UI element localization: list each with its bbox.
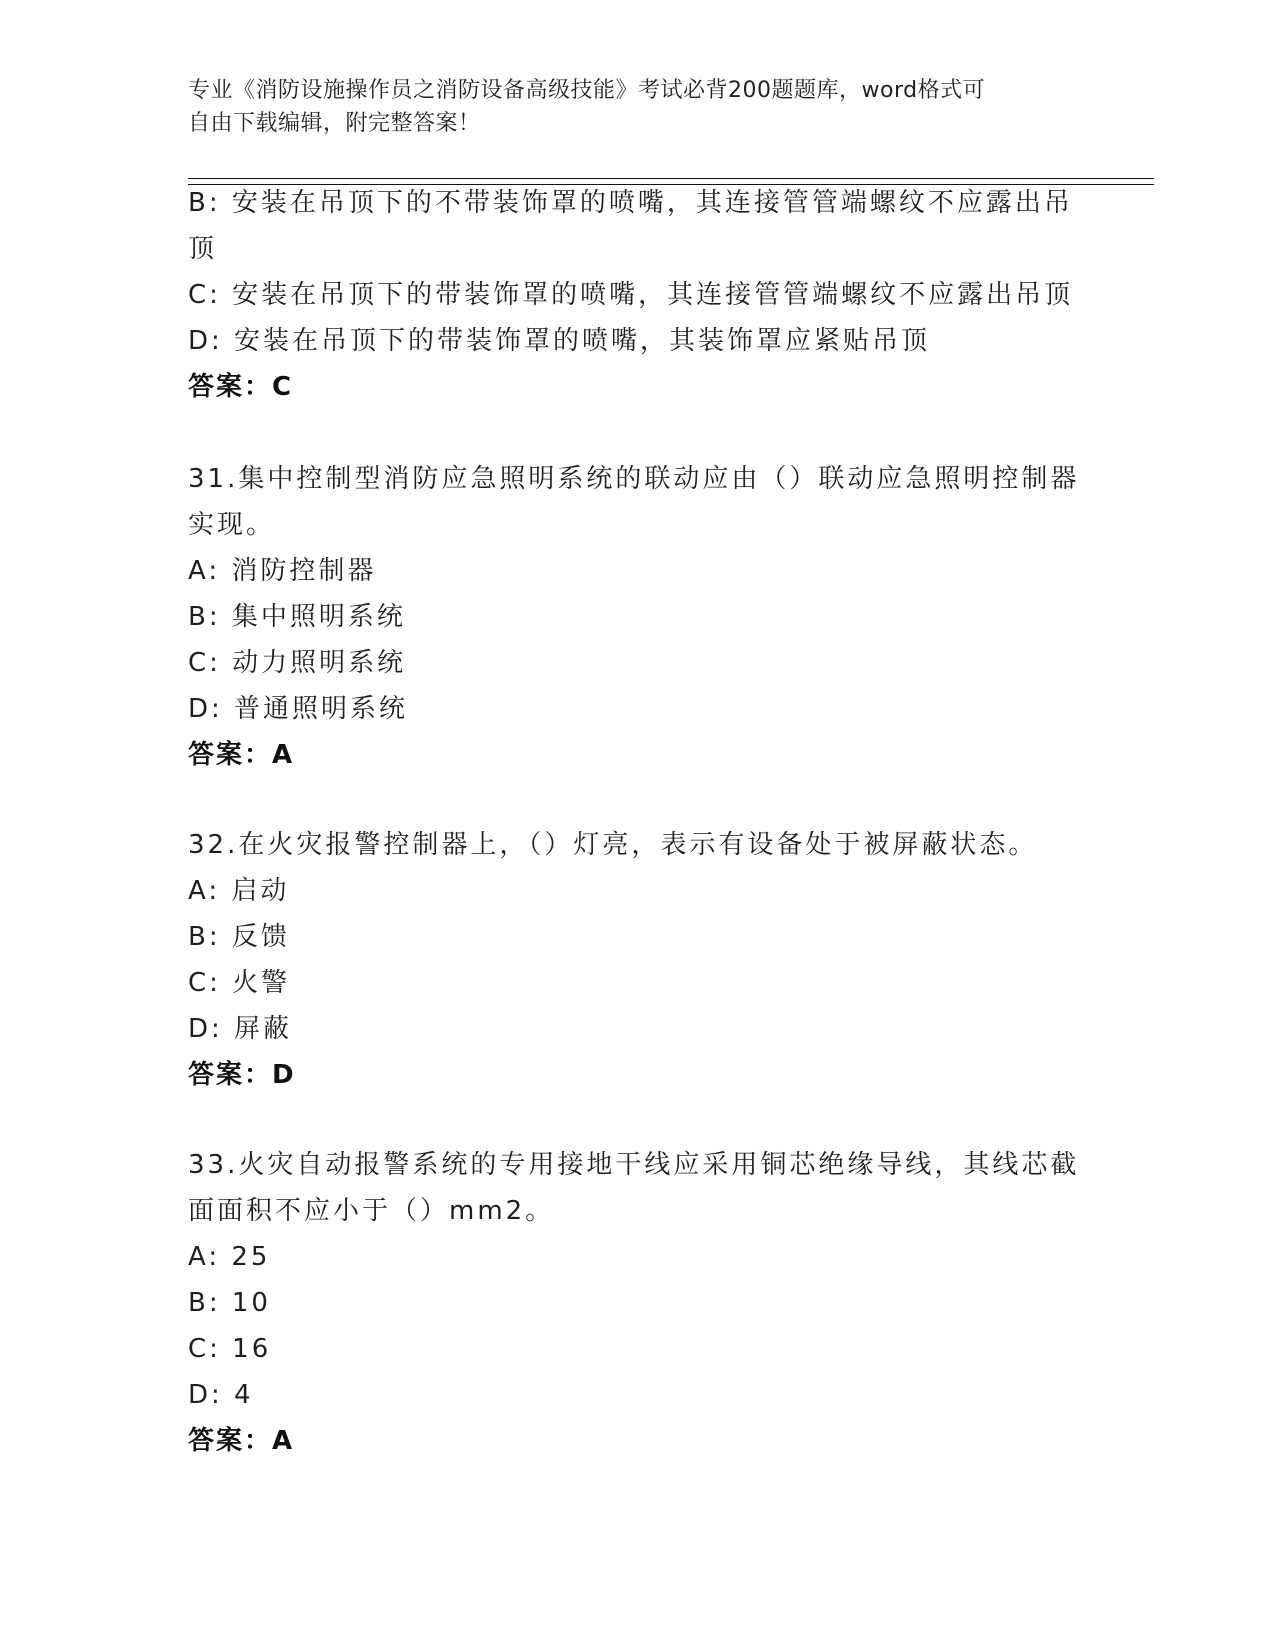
option-d: D: 4 [188,1380,254,1410]
answer: 答案：A [188,1426,295,1456]
question-stem-continued: 面面积不应小于（）mm2。 [188,1196,555,1226]
option-a: A: 消防控制器 [188,556,377,586]
option-b-continued: 顶 [188,234,218,264]
option-c: C: 安装在吊顶下的带装饰罩的喷嘴，其连接管管端螺纹不应露出吊顶 [188,280,1074,310]
option-c: C: 动力照明系统 [188,648,407,678]
option-b: B: 反馈 [188,922,290,952]
question-33 [188,1142,1088,1464]
option-c: C: 16 [188,1334,272,1364]
header-title-line-1: 专业《消防设施操作员之消防设备高级技能》考试必背200题题库，word格式可 [188,78,986,103]
document-header [188,74,1068,140]
option-d: D: 安装在吊顶下的带装饰罩的喷嘴，其装饰罩应紧贴吊顶 [188,326,931,356]
option-d: D: 普通照明系统 [188,694,409,724]
question-stem: 31.集中控制型消防应急照明系统的联动应由（）联动应急照明控制器 [188,464,1080,494]
question-32 [188,822,1088,1098]
question-stem-continued: 实现。 [188,510,276,540]
answer: 答案：D [188,1060,296,1090]
answer: 答案：C [188,372,294,402]
answer: 答案：A [188,740,295,770]
question-stem: 33.火灾自动报警系统的专用接地干线应采用铜芯绝缘导线，其线芯截 [188,1150,1080,1180]
option-a: A: 启动 [188,876,290,906]
option-b: B: 10 [188,1288,271,1318]
option-d: D: 屏蔽 [188,1014,293,1044]
question-30-continuation [188,180,1088,410]
option-a: A: 25 [188,1242,271,1272]
option-b: B: 安装在吊顶下的不带装饰罩的喷嘴，其连接管管端螺纹不应露出吊 [188,188,1073,218]
question-31 [188,456,1088,778]
option-b: B: 集中照明系统 [188,602,406,632]
question-stem: 32.在火灾报警控制器上，（）灯亮，表示有设备处于被屏蔽状态。 [188,830,1038,860]
option-c: C: 火警 [188,968,291,998]
header-divider-top [188,178,1154,179]
header-title-line-2: 自由下载编辑，附完整答案！ [188,111,481,136]
